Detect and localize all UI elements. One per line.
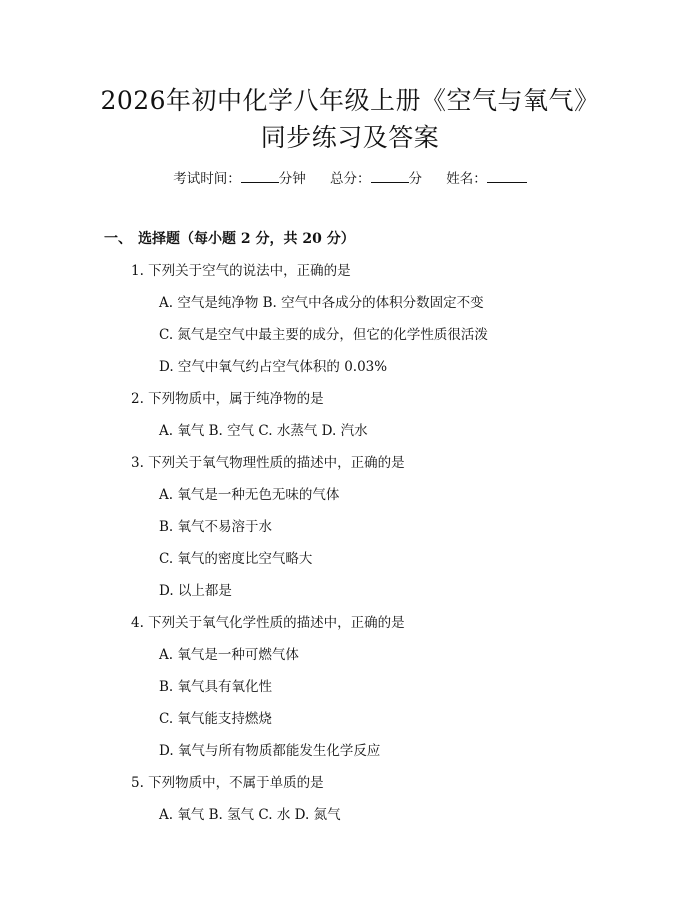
section-title: 选择题（每小题 2 分，共 20 分） bbox=[138, 231, 355, 247]
question-1-option-line-2: C. 氮气是空气中最主要的成分，但它的化学性质很活泼 bbox=[159, 327, 488, 343]
question-4-option-b: B. 氧气具有氧化性 bbox=[159, 679, 273, 695]
question-5-stem: 5. 下列物质中，不属于单质的是 bbox=[131, 775, 324, 791]
question-3-option-d: D. 以上都是 bbox=[159, 583, 232, 599]
question-2-stem: 2. 下列物质中，属于纯净物的是 bbox=[131, 391, 324, 407]
section-heading bbox=[104, 229, 355, 249]
question-3-option-c: C. 氧气的密度比空气略大 bbox=[159, 551, 313, 567]
exam-time-label: 考试时间： bbox=[173, 171, 241, 187]
question-5-option-line-1: A. 氧气 B. 氢气 C. 水 D. 氮气 bbox=[159, 807, 341, 823]
exam-info-row bbox=[0, 168, 700, 189]
total-score-field bbox=[330, 168, 422, 189]
question-3-stem: 3. 下列关于氧气物理性质的描述中，正确的是 bbox=[131, 455, 405, 471]
total-score-blank bbox=[371, 168, 409, 183]
question-4-option-d: D. 氧气与所有物质都能发生化学反应 bbox=[159, 743, 381, 759]
question-4-option-a: A. 氧气是一种可燃气体 bbox=[159, 647, 299, 663]
document-title-line-2: 同步练习及答案 bbox=[260, 123, 440, 152]
student-name-field bbox=[446, 168, 527, 189]
student-name-blank bbox=[487, 168, 527, 183]
question-3-option-a: A. 氧气是一种无色无味的气体 bbox=[159, 487, 340, 503]
question-4-stem: 4. 下列关于氧气化学性质的描述中，正确的是 bbox=[131, 615, 405, 631]
exam-time-unit: 分钟 bbox=[278, 171, 306, 187]
exam-time-blank bbox=[241, 168, 279, 183]
total-score-label: 总分： bbox=[330, 171, 371, 187]
question-1-option-line-3: D. 空气中氧气约占空气体积的 0.03% bbox=[159, 359, 388, 375]
question-1-option-line-1: A. 空气是纯净物 B. 空气中各成分的体积分数固定不变 bbox=[159, 295, 484, 311]
question-1-stem: 1. 下列关于空气的说法中，正确的是 bbox=[131, 263, 351, 279]
question-4-option-c: C. 氧气能支持燃烧 bbox=[159, 711, 272, 727]
section-number: 一、 bbox=[104, 231, 132, 247]
total-score-unit: 分 bbox=[408, 171, 422, 187]
exam-time-field bbox=[173, 168, 306, 189]
student-name-label: 姓名： bbox=[446, 171, 487, 187]
question-3-option-b: B. 氧气不易溶于水 bbox=[159, 519, 273, 535]
document-title-line-1: 2026年初中化学八年级上册《空气与氧气》 bbox=[100, 86, 600, 115]
question-2-option-line-1: A. 氧气 B. 空气 C. 水蒸气 D. 汽水 bbox=[159, 423, 368, 439]
